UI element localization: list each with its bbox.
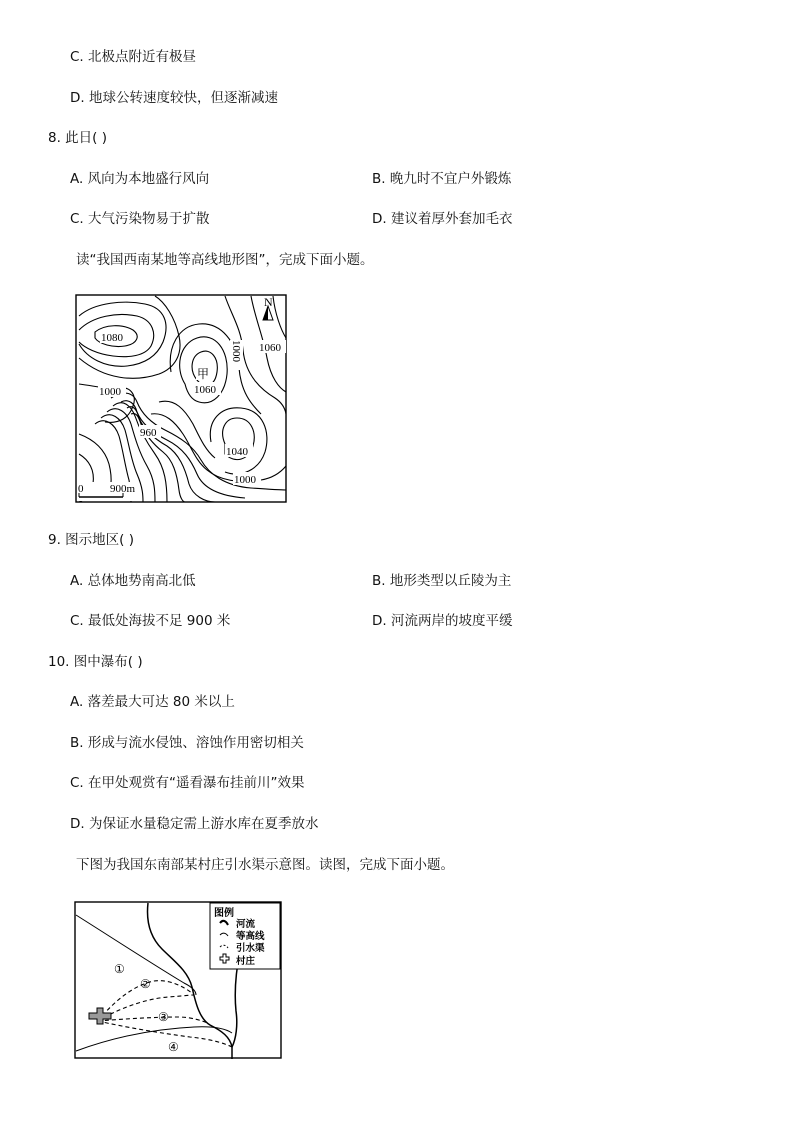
q8-option-a: A. 风向为本地盛行风向: [70, 171, 210, 187]
q8-option-d: D. 建议着厚外套加毛衣: [372, 211, 513, 227]
q7-option-d: D. 地球公转速度较快，但逐渐减速: [70, 90, 278, 106]
elev-label-1000-top: 1000: [230, 340, 242, 362]
q9-option-d: D. 河流两岸的坡度平缓: [372, 613, 513, 629]
legend-title: 图例: [214, 908, 234, 919]
q10-option-d: D. 为保证水量稳定需上游水库在夏季放水: [70, 816, 319, 832]
elev-label-1000-bottom: 1000: [234, 474, 256, 486]
elev-label-1040: 1040: [226, 446, 248, 458]
legend: [210, 903, 280, 969]
elev-label-1080: 1080: [101, 332, 123, 344]
intro-contour-map: 读“我国西南某地等高线地形图”，完成下面小题。: [76, 252, 374, 268]
canal-label-2: ②: [140, 977, 151, 991]
q8-option-b: B. 晚九时不宜户外锻炼: [372, 171, 512, 187]
scale-zero: 0: [78, 483, 84, 495]
legend-river: 河流: [236, 919, 256, 930]
q8-option-c: C. 大气污染物易于扩散: [70, 211, 210, 227]
contour-map: [75, 294, 287, 504]
elev-label-1000-left: 1000: [99, 386, 121, 398]
elev-label-1060-right: 1060: [259, 342, 281, 354]
q10-option-a: A. 落差最大可达 80 米以上: [70, 694, 235, 710]
legend-village: 村庄: [236, 956, 256, 967]
question-9: 9. 图示地区( ): [48, 532, 134, 548]
canal-label-3: ③: [158, 1010, 169, 1024]
north-label: N: [264, 295, 273, 309]
q9-option-b: B. 地形类型以丘陵为主: [372, 573, 512, 589]
jia-label: 甲: [197, 367, 210, 381]
q7-option-c: C. 北极点附近有极昼: [70, 49, 197, 65]
q9-option-c: C. 最低处海拔不足 900 米: [70, 613, 231, 629]
intro-canal-map: 下图为我国东南部某村庄引水渠示意图。读图，完成下面小题。: [76, 857, 454, 873]
scale-distance: 900m: [110, 483, 136, 495]
canal-label-4: ④: [168, 1040, 179, 1054]
question-10: 10. 图中瀑布( ): [48, 654, 143, 670]
legend-canal: 引水渠: [236, 943, 265, 954]
q9-option-a: A. 总体地势南高北低: [70, 573, 196, 589]
q10-option-b: B. 形成与流水侵蚀、溶蚀作用密切相关: [70, 735, 304, 751]
elev-label-960: 960: [140, 427, 157, 439]
canal-map: [74, 901, 284, 1061]
q10-option-c: C. 在甲处观赏有“遥看瀑布挂前川”效果: [70, 775, 305, 791]
elev-label-1060-center: 1060: [194, 384, 216, 396]
question-8: 8. 此日( ): [48, 130, 107, 146]
legend-contour: 等高线: [236, 931, 265, 942]
canal-label-1: ①: [114, 962, 125, 976]
